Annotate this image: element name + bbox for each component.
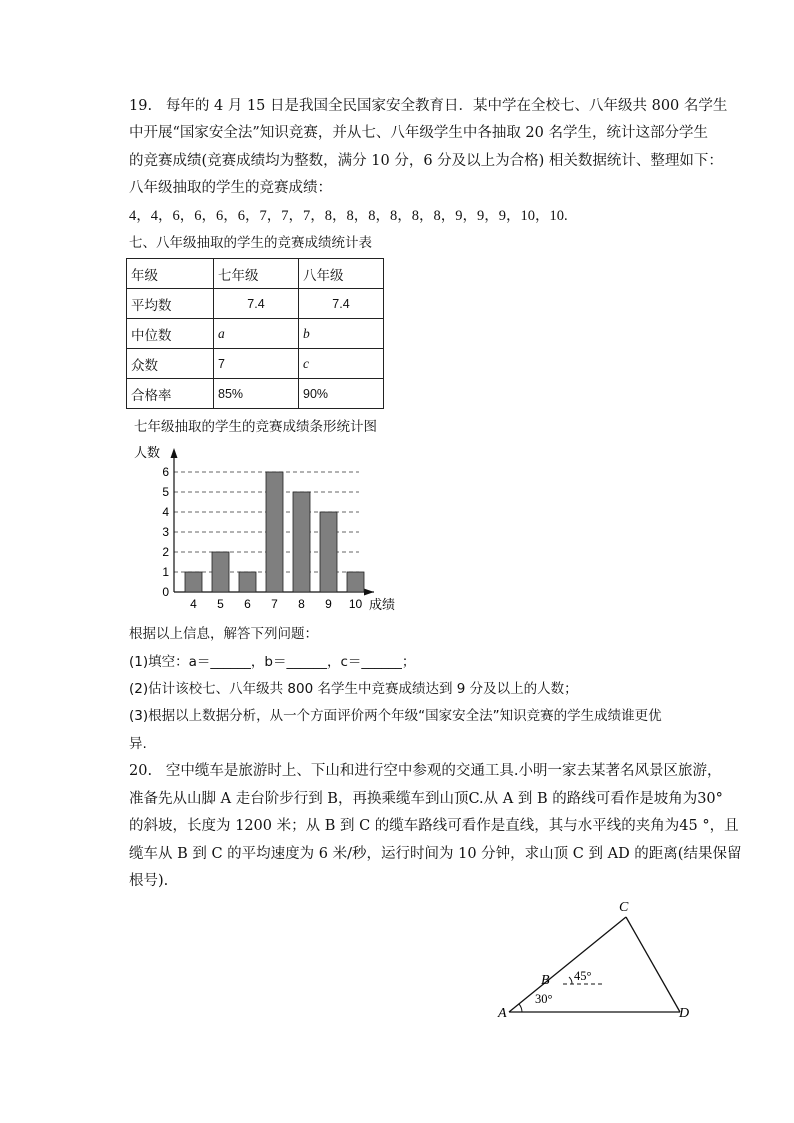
angle-label-b: 45°	[574, 969, 592, 983]
stats-table	[126, 258, 384, 409]
y-tick-label: 0	[162, 585, 169, 599]
segment-cd	[626, 917, 680, 1012]
y-axis-arrow	[171, 448, 178, 458]
q20-line5: 根号).	[129, 873, 169, 889]
angle-label-a: 30°	[535, 992, 553, 1006]
table-row	[127, 259, 384, 289]
label-d: D	[679, 1006, 690, 1021]
x-tick-label: 9	[325, 597, 332, 611]
x-axis-label: 成绩	[369, 598, 396, 613]
bar	[347, 572, 364, 592]
label-c: C	[619, 900, 629, 915]
q19-sub3a: (3)根据以上数据分析，从一个方面评价两个年级“国家安全法”知识竞赛的学生成绩谁更优	[129, 708, 662, 724]
q20-number: 20.	[129, 763, 153, 779]
table-header-cell: 七年级	[214, 259, 299, 289]
q20-line3: 的斜坡，长度为 1200 米；从 B 到 C 的缆车路线可看作是直线，其与水平线的夹角为45 °，且	[129, 818, 739, 834]
q19-sub1: (1)填空：a＝______，b＝______，c＝______；	[129, 654, 416, 670]
table-header-cell: 年级	[127, 259, 214, 289]
x-tick-label: 7	[271, 597, 278, 611]
bar	[320, 512, 337, 592]
q19-line3: 的竞赛成绩(竞赛成绩均为整数，满分 10 分，6 分及以上为合格) 相关数据统计、整理如下：	[129, 153, 723, 169]
y-axis-label: 人数	[134, 446, 161, 461]
angle-arc-a	[519, 1004, 522, 1012]
segment-ac	[509, 917, 626, 1012]
table-cell: b	[299, 319, 384, 349]
bar-chart	[128, 440, 418, 615]
q19-sub3b: 异.	[129, 736, 147, 752]
label-a: A	[498, 1006, 507, 1021]
table-row	[127, 379, 384, 409]
q20-line2: 准备先从山脚 A 走台阶步行到 B，再换乘缆车到山顶C.从 A 到 B 的路线可看作是坡角为30°	[129, 791, 723, 807]
bar	[293, 492, 310, 592]
bar	[239, 572, 256, 592]
q19-scores: 4，4，6，6，6，6，7，7，7，8，8，8，8，8，8，9，9，9，10，10.	[129, 208, 568, 224]
chart-title: 七年级抽取的学生的竞赛成绩条形统计图	[134, 419, 377, 435]
x-tick-label: 5	[217, 597, 224, 611]
x-tick-label: 8	[298, 597, 305, 611]
table-cell: a	[214, 319, 299, 349]
y-tick-label: 5	[162, 485, 169, 499]
bar	[266, 472, 283, 592]
table-cell: 7.4	[214, 289, 299, 319]
x-tick-label: 4	[190, 597, 197, 611]
angle-arc-b	[569, 977, 572, 984]
table-cell: 平均数	[127, 289, 214, 319]
table-cell: 合格率	[127, 379, 214, 409]
y-tick-label: 4	[162, 505, 169, 519]
q19-line1-text: 每年的 4 月 15 日是我国全民国家安全教育日．某中学在全校七、八年级共 800 名学生	[165, 98, 728, 114]
x-tick-label: 6	[244, 597, 251, 611]
triangle-figure	[495, 895, 715, 1025]
q19-line4: 八年级抽取的学生的竞赛成绩：	[129, 180, 332, 196]
table-cell: 众数	[127, 349, 214, 379]
table-cell: c	[299, 349, 384, 379]
q19-after-chart: 根据以上信息，解答下列问题：	[129, 626, 318, 642]
table-cell: 7	[214, 349, 299, 379]
q19-number: 19.	[129, 98, 153, 114]
table-cell: 85%	[214, 379, 299, 409]
x-tick-label: 10	[348, 597, 363, 611]
x-axis-arrow	[364, 589, 374, 596]
table-cell: 中位数	[127, 319, 214, 349]
bar	[212, 552, 229, 592]
label-b: B	[541, 973, 550, 988]
q20-line4: 缆车从 B 到 C 的平均速度为 6 米/秒，运行时间为 10 分钟，求山顶 C 到 AD 的距离(结果保留	[129, 846, 742, 862]
table-row	[127, 349, 384, 379]
y-tick-label: 3	[162, 525, 169, 539]
q19-table-title: 七、八年级抽取的学生的竞赛成绩统计表	[129, 235, 372, 251]
table-header-cell: 八年级	[299, 259, 384, 289]
y-tick-label: 1	[162, 565, 169, 579]
q19-line2: 中开展“国家安全法”知识竞赛，并从七、八年级学生中各抽取 20 名学生，统计这部分学生	[129, 125, 708, 141]
q19-sub2: (2)估计该校七、八年级共 800 名学生中竞赛成绩达到 9 分及以上的人数；	[129, 681, 578, 697]
table-row	[127, 289, 384, 319]
q20-line1-text: 空中缆车是旅游时上、下山和进行空中参观的交通工具.小明一家去某著名风景区旅游，	[165, 763, 722, 779]
table-cell: 90%	[299, 379, 384, 409]
y-tick-label: 2	[162, 545, 169, 559]
q20-line1	[129, 761, 722, 781]
table-cell: 7.4	[299, 289, 384, 319]
q19-line1	[129, 96, 727, 116]
bar	[185, 572, 202, 592]
y-tick-label: 6	[162, 465, 169, 479]
table-row	[127, 319, 384, 349]
